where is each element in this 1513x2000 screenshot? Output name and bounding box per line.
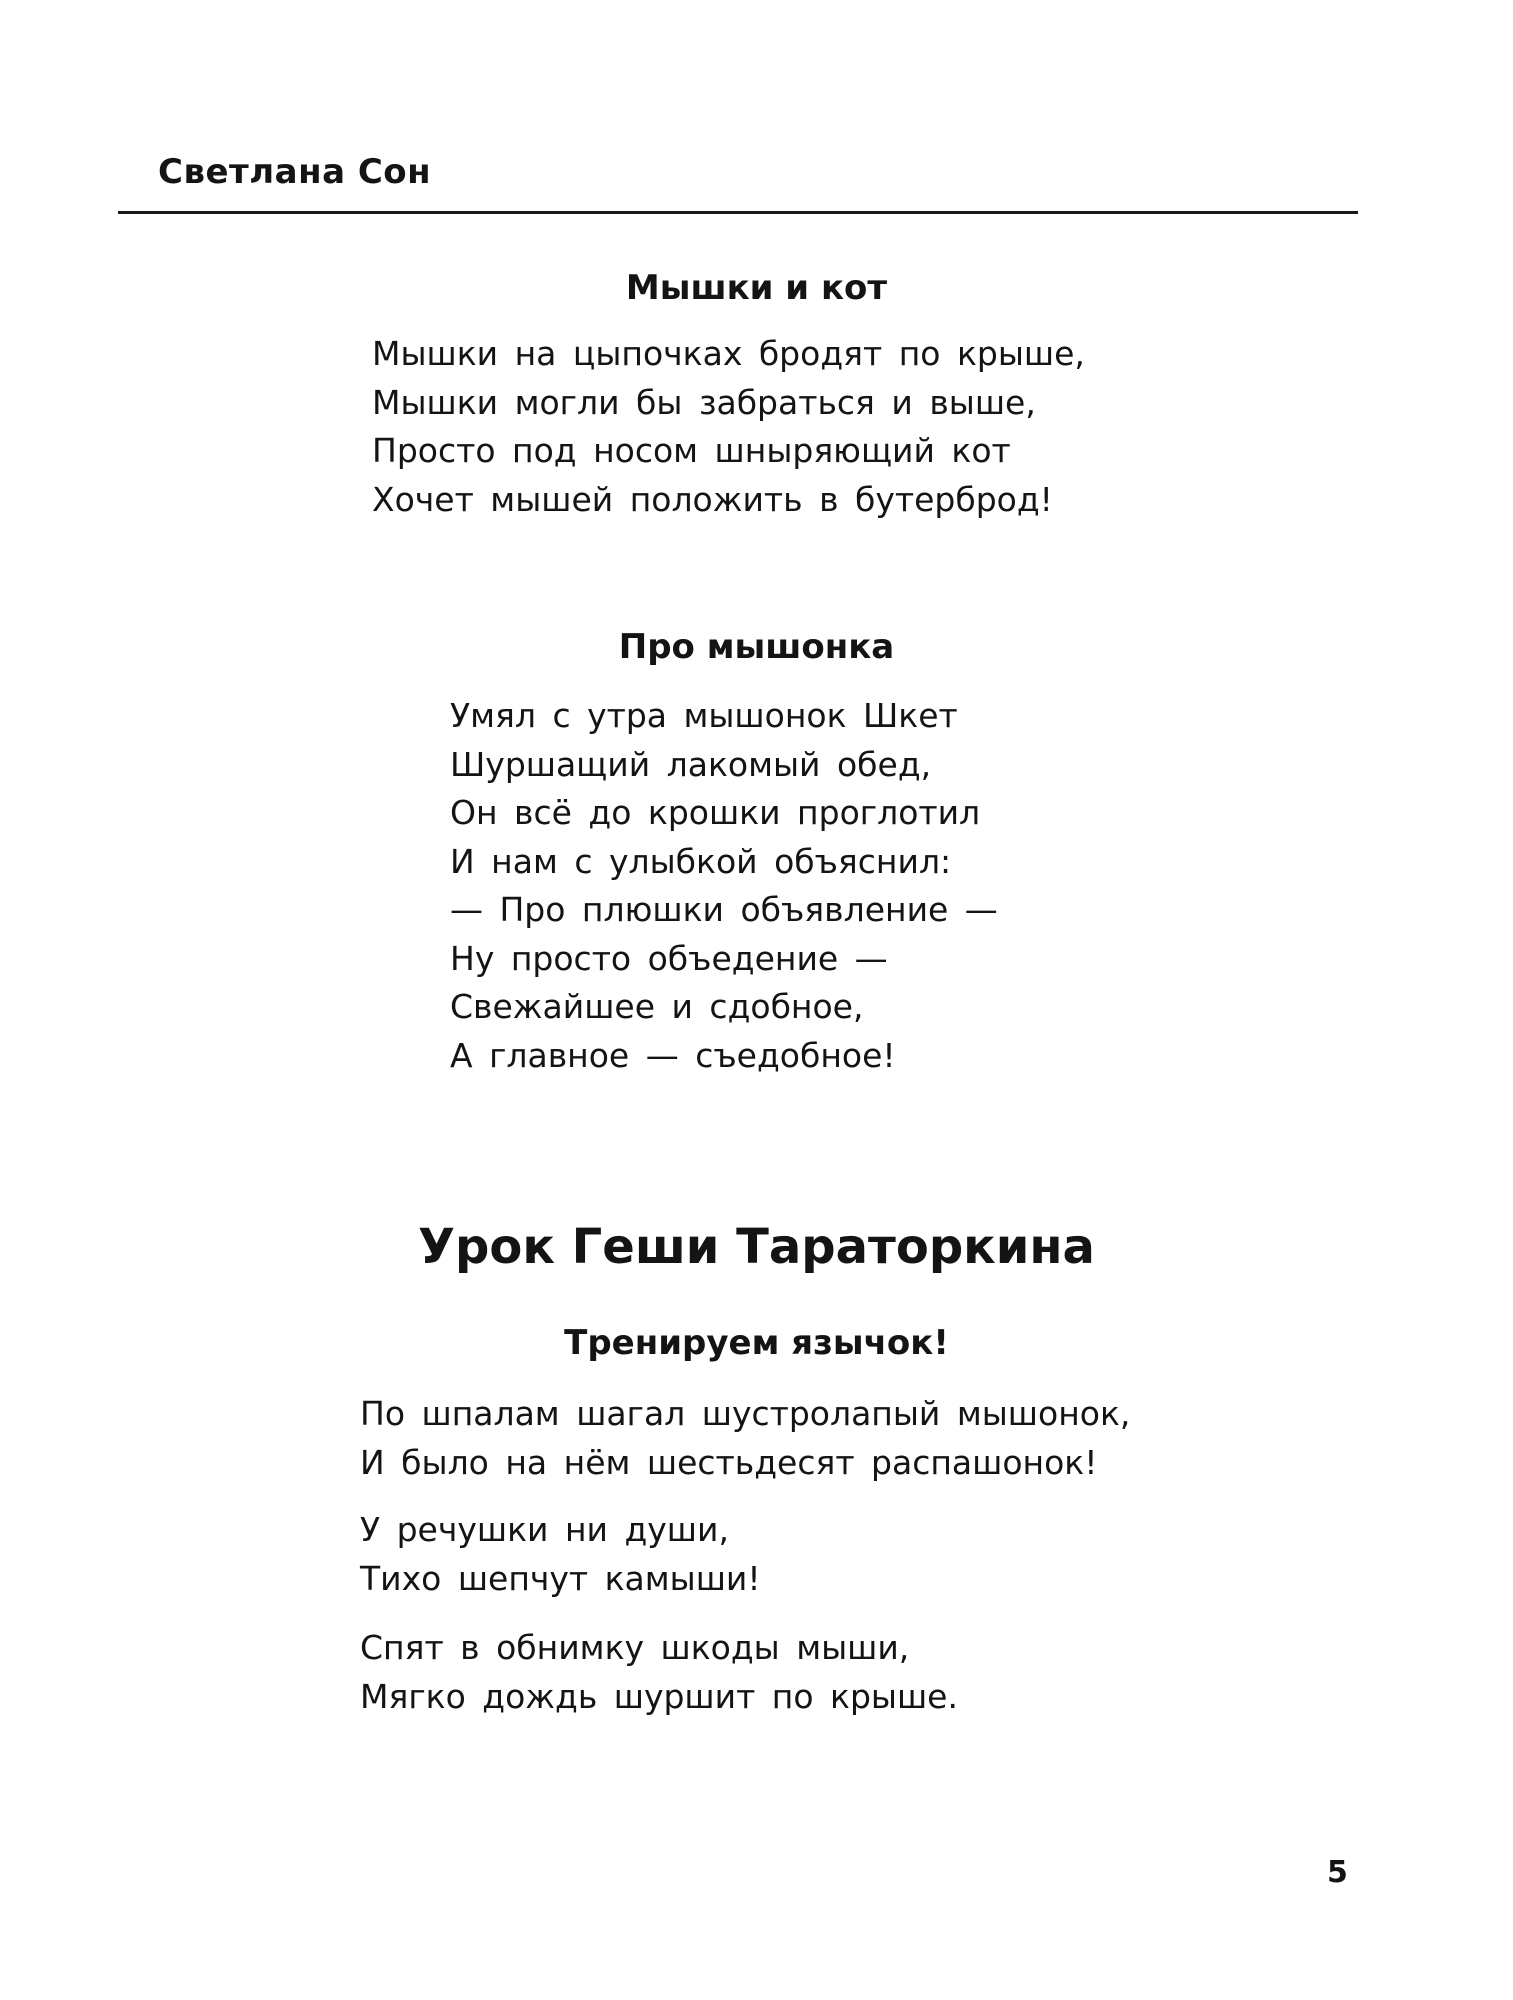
poem-about-mouse-text [450,692,998,1080]
poem-title-mice-and-cat: Мышки и кот [625,268,888,308]
poem-line: И нам с улыбкой объяснил: [450,841,952,881]
poem-line: Умял с утра мышонок Шкет [450,696,958,735]
poem-line: Хочет мышей положить в бутерброд! [372,479,1053,519]
poem-line: У речушки ни души, [360,1510,729,1549]
poem-line: Просто под носом шныряющий кот [372,431,1011,470]
poem-line: Мышки могли бы забраться и выше, [372,382,1036,422]
poem-line: И было на нём шестьдесят распашонок! [360,1442,1098,1482]
tongue-twister-1 [360,1390,1130,1487]
tongue-twister-2 [360,1506,761,1603]
header-divider [118,211,1358,214]
poem-line: Тихо шепчут камыши! [360,1558,761,1598]
section-title: Урок Геши Тараторкина [418,1219,1095,1275]
author-name: Светлана Сон [158,152,432,192]
tongue-twister-3 [360,1624,958,1721]
poem-line: А главное — съедобное! [450,1035,896,1075]
poem-line: Свежайшее и сдобное, [450,987,864,1026]
poem-line: — Про плюшки объявление — [450,890,998,929]
poem-line: Мышки на цыпочках бродят по крыше, [372,334,1085,373]
poem-line: По шпалам шагал шустролапый мышонок, [360,1394,1131,1433]
poem-mice-and-cat-text [372,330,1085,524]
section-subtitle: Тренируем язычок! [564,1323,949,1363]
poem-title-about-mouse: Про мышонка [618,627,895,667]
page-number: 5 [1327,1855,1348,1890]
poem-line: Шуршащий лакомый обед, [450,744,932,784]
poem-line: Ну просто объедение — [450,938,888,978]
poem-line: Мягко дождь шуршит по крыше. [360,1676,958,1716]
poem-line: Спят в обнимку шкоды мыши, [360,1628,910,1667]
poem-line: Он всё до крошки проглотил [450,793,981,832]
